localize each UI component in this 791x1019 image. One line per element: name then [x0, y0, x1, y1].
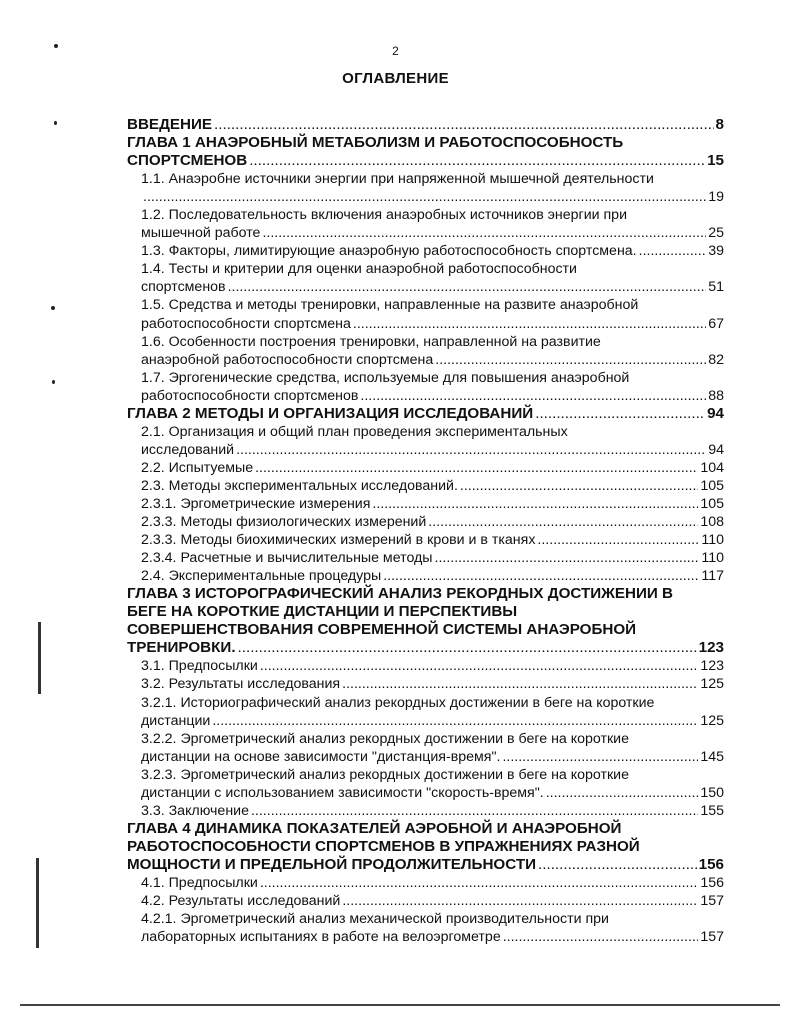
toc-page-number: 157 [700, 893, 724, 910]
toc-page-number: 94 [707, 404, 724, 422]
toc-page-number: 25 [708, 225, 724, 242]
toc-entry-leader-line [141, 224, 724, 242]
toc-entry-leader-line [141, 802, 724, 820]
toc-page-number: 39 [708, 243, 724, 260]
toc-section-entry[interactable] [127, 892, 724, 910]
toc-entry-title-line: 3.2.3. Эргометрический анализ рекордных достижении в беге на короткие [141, 766, 629, 783]
toc-page-number: 123 [698, 639, 724, 657]
toc-page-number: 125 [700, 712, 724, 729]
scan-speck [54, 121, 57, 125]
toc-entry-leader-line [141, 188, 724, 206]
toc-entry-title: дистанции на основе зависимости "дистанция-время". [141, 748, 501, 765]
toc-section-entry[interactable] [127, 657, 724, 675]
dot-leader [428, 513, 698, 531]
toc-entry-leader-line [127, 116, 724, 134]
toc-entry-leader-line [141, 242, 724, 260]
toc-section-entry[interactable] [127, 296, 724, 332]
toc-section-entry[interactable] [127, 333, 724, 369]
toc-entry-leader-line [141, 675, 724, 693]
toc-entry-leader-line [141, 459, 724, 477]
toc-page-number: 8 [715, 116, 724, 133]
toc-entry-leader-line [141, 874, 724, 892]
toc-entry-title: ВВЕДЕНИЕ [127, 116, 213, 133]
scan-speck [54, 44, 58, 48]
toc-entry-leader-line [127, 405, 724, 423]
toc-entry-leader-line [141, 351, 724, 369]
toc-entry-title-line: 1.5. Средства и методы тренировки, направленные на развите анаэробной [141, 297, 639, 314]
toc-page-number: 150 [700, 784, 724, 801]
page-number: 2 [392, 44, 399, 58]
toc-entry-title: 4.2. Результаты исследований [141, 893, 341, 910]
toc-entry-title-line: РАБОТОСПОСОБНОСТИ СПОРТСМЕНОВ В УПРАЖНЕНИЯХ РАЗНОЙ [127, 837, 640, 855]
dot-leader [342, 892, 698, 910]
toc-entry-title: 2.3.4. Расчетные и вычислительные методы [141, 550, 433, 567]
toc-entry-title-line: 1.4. Тесты и критерии для оценки анаэробной работоспособности [141, 261, 577, 278]
toc-section-entry[interactable] [127, 206, 724, 242]
toc-entry-title-line: 3.2.1. Историографический анализ рекордных достижении в беге на короткие [141, 694, 655, 711]
toc-page-number: 94 [708, 441, 724, 458]
dot-leader [372, 495, 698, 513]
toc-section-entry[interactable] [127, 423, 724, 459]
toc-page-number: 82 [708, 351, 724, 368]
dot-leader [228, 278, 707, 296]
toc-entry-title: 2.3.3. Методы физиологических измерений [141, 514, 427, 531]
dot-leader [353, 315, 706, 333]
toc-page-number: 105 [700, 477, 724, 494]
toc-entry-title: 1.3. Факторы, лимитирующие анаэробную работоспособность спортсмена. [141, 243, 637, 260]
toc-page-number: 117 [701, 568, 724, 585]
toc-entry-title-line: 4.2.1. Эргометрический анализ механической производительности при [141, 911, 609, 928]
toc-entry-leader-line [127, 152, 724, 170]
toc-entry-title: спортсменов [141, 279, 226, 296]
toc-entry-title-line: БЕГЕ НА КОРОТКИЕ ДИСТАНЦИИ И ПЕРСПЕКТИВЫ [127, 603, 518, 621]
dot-leader [535, 405, 705, 423]
toc-entry-leader-line [141, 278, 724, 296]
toc-entry-leader-line [127, 639, 724, 657]
page-title: ОГЛАВЛЕНИЕ [342, 70, 449, 87]
dot-leader [260, 657, 699, 675]
dot-leader [238, 639, 697, 657]
toc-entry-title-line: ГЛАВА 4 ДИНАМИКА ПОКАЗАТЕЛЕЙ АЭРОБНОЙ И АНАЭРОБНОЙ [127, 819, 622, 837]
toc-page-number: 67 [708, 315, 724, 332]
toc-entry-title-line: 1.1. Анаэробне источники энергии при напряженной мышечной деятельности [141, 171, 654, 188]
dot-leader [460, 477, 698, 495]
toc-chapter-entry[interactable] [127, 134, 724, 170]
dot-leader [546, 784, 699, 802]
toc-section-entry[interactable] [127, 477, 724, 495]
dot-leader [435, 549, 700, 567]
toc-entry-leader-line [141, 892, 724, 910]
toc-chapter-entry[interactable] [127, 585, 724, 657]
scan-speck [52, 380, 55, 384]
toc-entry-title: дистанции [141, 712, 211, 729]
toc-section-entry[interactable] [127, 874, 724, 892]
toc-entry-title: анаэробной работоспособности спортсмена [141, 351, 434, 368]
toc-entry-title: 2.3. Методы экспериментальных исследований. [141, 477, 458, 494]
table-of-contents [127, 116, 724, 946]
toc-section-entry[interactable] [127, 369, 724, 405]
toc-entry-leader-line [141, 567, 724, 585]
toc-entry-title: МОЩНОСТИ И ПРЕДЕЛЬНОЙ ПРОДОЛЖИТЕЛЬНОСТИ [127, 855, 537, 873]
dot-leader [435, 351, 706, 369]
scan-bottom-edge [20, 1004, 780, 1006]
toc-entry-title: лабораторных испытаниях в работе на велоэргометре [141, 929, 501, 946]
toc-page-number: 105 [700, 495, 724, 512]
dot-leader [383, 567, 699, 585]
toc-entry-title: 4.1. Предпосылки [141, 874, 258, 891]
toc-page-number: 123 [700, 658, 724, 675]
toc-page-number: 125 [700, 676, 724, 693]
dot-leader [143, 188, 706, 206]
toc-section-entry[interactable] [127, 513, 724, 531]
toc-section-entry[interactable] [127, 549, 724, 567]
dot-leader [255, 459, 698, 477]
scan-speck [51, 306, 55, 310]
toc-entry-title: 2.3.3. Методы биохимических измерений в крови и в тканях [141, 532, 536, 549]
toc-page-number: 156 [698, 855, 724, 873]
toc-entry-title: дистанции с использованием зависимости "скорость-время". [141, 784, 544, 801]
toc-entry-title-line: 1.7. Эргогенические средства, используемые для повышения анаэробной [141, 369, 630, 386]
toc-entry-title-line: СОВЕРШЕНСТВОВАНИЯ СОВРЕМЕННОЙ СИСТЕМЫ АНАЭРОБНОЙ [127, 621, 637, 639]
toc-section-entry[interactable] [127, 567, 724, 585]
dot-leader [360, 387, 706, 405]
dot-leader [639, 242, 707, 260]
dot-leader [538, 856, 697, 874]
toc-entry-title: 2.4. Экспериментальные процедуры [141, 568, 382, 585]
toc-page-number: 155 [700, 802, 724, 819]
toc-entry-leader-line [141, 513, 724, 531]
toc-entry-title-line: ГЛАВА 3 ИСТОРОГРАФИЧЕСКИЙ АНАЛИЗ РЕКОРДНЫХ ДОСТИЖЕНИИ В [127, 585, 674, 603]
toc-section-entry[interactable] [127, 675, 724, 693]
toc-entry-leader-line [141, 784, 724, 802]
toc-section-entry[interactable] [127, 910, 724, 946]
toc-section-entry[interactable] [127, 802, 724, 820]
toc-entry-title: СПОРТСМЕНОВ [127, 152, 248, 170]
toc-page-number: 15 [707, 152, 724, 170]
toc-section-entry[interactable] [127, 170, 724, 206]
toc-page-number: 110 [701, 532, 724, 549]
toc-entry-title-line: 3.2.2. Эргометрический анализ рекордных достижении в беге на короткие [141, 730, 629, 747]
toc-entry-leader-line [141, 495, 724, 513]
toc-section-entry[interactable] [127, 495, 724, 513]
toc-page-number: 110 [701, 550, 724, 567]
dot-leader [260, 874, 699, 892]
toc-entry-title: ГЛАВА 2 МЕТОДЫ И ОРГАНИЗАЦИЯ ИССЛЕДОВАНИЙ [127, 404, 534, 422]
toc-entry-leader-line [141, 531, 724, 549]
toc-entry-title: исследований [141, 441, 235, 458]
toc-entry-leader-line [141, 315, 724, 333]
toc-page-number: 145 [700, 748, 724, 765]
toc-entry-leader-line [127, 856, 724, 874]
toc-page-number: 157 [700, 929, 724, 946]
dot-leader [262, 224, 706, 242]
toc-entry-title-line: 2.1. Организация и общий план проведения экспериментальных [141, 423, 568, 440]
dot-leader [249, 152, 705, 170]
toc-entry-leader-line [141, 549, 724, 567]
toc-entry-leader-line [141, 387, 724, 405]
toc-entry-title: 3.3. Заключение [141, 802, 249, 819]
toc-chapter-entry[interactable] [127, 405, 724, 423]
toc-section-entry[interactable] [127, 531, 724, 549]
toc-chapter-entry[interactable] [127, 820, 724, 874]
dot-leader [212, 712, 698, 730]
toc-entry-title: 2.3.1. Эргометрические измерения [141, 495, 371, 512]
toc-section-entry[interactable] [127, 459, 724, 477]
toc-entry-title: работоспособности спортсменов [141, 387, 359, 404]
dot-leader [236, 441, 706, 459]
toc-entry-leader-line [141, 657, 724, 675]
toc-entry-leader-line [141, 928, 724, 946]
scan-edge-mark [36, 858, 39, 948]
toc-entry-title: 3.2. Результаты исследования [141, 676, 341, 693]
dot-leader [537, 531, 699, 549]
scan-edge-mark [38, 622, 41, 694]
toc-entry-title: работоспособности спортсмена [141, 315, 351, 332]
toc-entry-title-line: 1.2. Последовательность включения анаэробных источников энергии при [141, 207, 627, 224]
toc-entry-title: 3.1. Предпосылки [141, 658, 258, 675]
dot-leader [503, 928, 699, 946]
toc-page-number: 108 [700, 514, 724, 531]
toc-entry-title-line: 1.6. Особенности построения тренировки, направленной на развитие [141, 333, 601, 350]
dot-leader [342, 675, 698, 693]
toc-section-entry[interactable] [127, 766, 724, 802]
toc-chapter-entry[interactable] [127, 116, 724, 134]
toc-entry-title-line: ГЛАВА 1 АНАЭРОБНЫЙ МЕТАБОЛИЗМ И РАБОТОСПОСОБНОСТЬ [127, 134, 624, 152]
dot-leader [251, 802, 698, 820]
toc-page-number: 88 [708, 387, 724, 404]
toc-entry-leader-line [141, 712, 724, 730]
toc-page-number: 19 [708, 189, 724, 206]
toc-page-number: 104 [700, 459, 724, 476]
toc-entry-title: 2.2. Испытуемые [141, 459, 254, 476]
toc-entry-leader-line [141, 748, 724, 766]
toc-section-entry[interactable] [127, 694, 724, 730]
toc-entry-leader-line [141, 441, 724, 459]
toc-page-number: 51 [708, 279, 724, 296]
toc-entry-title: мышечной работе [141, 225, 261, 242]
toc-section-entry[interactable] [127, 242, 724, 260]
toc-entry-leader-line [141, 477, 724, 495]
toc-section-entry[interactable] [127, 730, 724, 766]
toc-entry-title: ТРЕНИРОВКИ. [127, 639, 236, 657]
toc-page-number: 156 [700, 874, 724, 891]
toc-section-entry[interactable] [127, 260, 724, 296]
dot-leader [214, 116, 714, 134]
dot-leader [502, 748, 698, 766]
